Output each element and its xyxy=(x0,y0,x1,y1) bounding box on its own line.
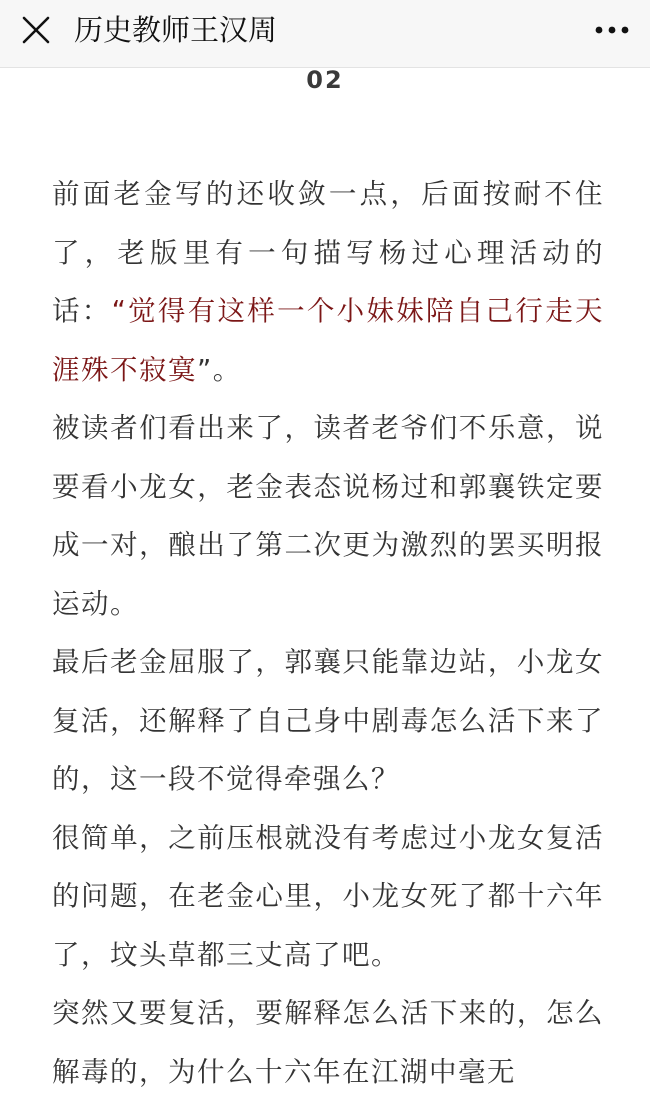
paragraph xyxy=(52,165,604,399)
paragraph: 最后老金屈服了，郭襄只能靠边站，小龙女复活，还解释了自己身中剧毒怎么活下来了的，这一段不觉得牵强么？ xyxy=(52,646,604,795)
paragraph: 突然又要复活，要解释怎么活下来的，怎么解毒的，为什么十六年在江湖中毫无 xyxy=(52,997,604,1088)
highlighted-quote: “觉得有这样一个小妹妹陪自己行走天涯殊不寂寞 xyxy=(52,295,605,386)
paragraph-text: ”。 xyxy=(197,353,242,386)
close-button[interactable] xyxy=(14,8,58,52)
paragraph: 很简单，之前压根就没有考虑过小龙女复活的问题，在老金心里，小龙女死了都十六年了，坟头草都三丈高了吧。 xyxy=(52,821,604,971)
paragraph: 被读者们看出来了，读者老爷们不乐意，说要看小龙女，老金表态说杨过和郭襄铁定要成一对，酿出了第二次更为激烈的罢买明报运动。 xyxy=(52,412,604,620)
article-content[interactable] xyxy=(0,68,650,1113)
article-body xyxy=(52,165,604,1101)
close-icon xyxy=(21,15,51,45)
page-title: 历史教师王汉周 xyxy=(74,13,278,47)
more-options-button[interactable] xyxy=(590,8,634,52)
top-nav-bar xyxy=(0,0,650,68)
paragraph-text: 前面老金写的还收敛一点，后面按耐不住了，老版里有一句描写杨过心理活动的话： xyxy=(52,178,604,327)
more-dots-icon xyxy=(594,25,630,35)
section-number: 02 xyxy=(306,68,344,94)
